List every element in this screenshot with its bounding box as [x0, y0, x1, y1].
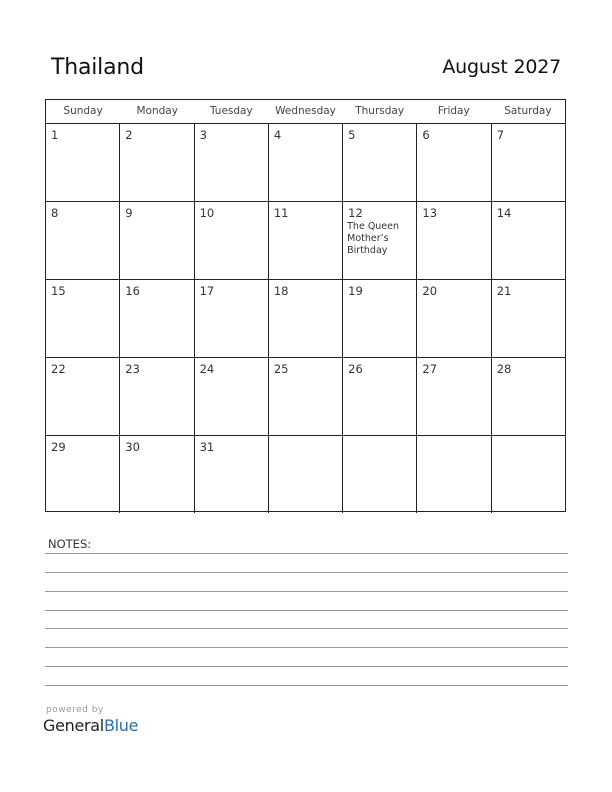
- week-row: [46, 279, 565, 357]
- day-number: 9: [125, 206, 133, 220]
- weekday-header-row: [46, 100, 565, 124]
- country-title: Thailand: [51, 55, 144, 80]
- day-number: 4: [273, 128, 282, 142]
- week-row: [46, 124, 565, 202]
- day-cell: [268, 124, 342, 202]
- day-cell: [119, 202, 193, 279]
- weekday-saturday: Saturday: [504, 105, 552, 117]
- day-number: 12: [348, 206, 363, 220]
- notes-label: NOTES:: [48, 537, 92, 551]
- day-cell: [491, 436, 565, 513]
- calendar-grid: [45, 99, 566, 512]
- day-cell: [194, 202, 268, 279]
- day-number: 28: [496, 362, 512, 376]
- day-number: 18: [273, 284, 289, 298]
- weekday-monday: Monday: [136, 105, 178, 117]
- holiday-label: The Queen Mother’s Birthday: [347, 221, 400, 256]
- powered-by-text: powered by: [46, 705, 104, 715]
- note-line: [45, 647, 568, 648]
- day-cell: [416, 358, 490, 435]
- day-cell: [416, 280, 490, 357]
- day-cell: [342, 202, 416, 279]
- day-cell: [268, 436, 342, 513]
- brand-logo: [43, 716, 138, 735]
- day-cell: [342, 280, 416, 357]
- day-number: 19: [348, 284, 363, 298]
- day-cell: [491, 358, 565, 435]
- day-number: 23: [125, 362, 140, 376]
- day-cell: [194, 280, 268, 357]
- note-line: [45, 685, 568, 686]
- day-number: 24: [199, 362, 215, 376]
- day-cell: [416, 436, 490, 513]
- day-cell: [342, 124, 416, 202]
- day-number: 15: [51, 284, 66, 298]
- week-row: [46, 435, 565, 513]
- day-number: 5: [348, 128, 356, 142]
- day-cell: [342, 436, 416, 513]
- day-number: 17: [199, 284, 215, 298]
- day-number: 13: [422, 206, 438, 220]
- day-cell: [46, 358, 119, 435]
- day-number: 26: [348, 362, 363, 376]
- day-number: 10: [199, 206, 215, 220]
- note-line: [45, 553, 568, 554]
- note-line: [45, 572, 568, 573]
- day-number: 21: [496, 284, 512, 298]
- day-cell: [268, 358, 342, 435]
- day-cell: [416, 124, 490, 202]
- brand-part-blue: Blue: [103, 716, 139, 735]
- day-number: 31: [199, 440, 215, 454]
- weekday-thursday: Thursday: [355, 105, 405, 117]
- note-line: [45, 666, 568, 667]
- day-cell: [119, 436, 193, 513]
- day-cell: [119, 358, 193, 435]
- note-line: [45, 591, 568, 592]
- day-cell: [119, 280, 193, 357]
- week-row: [46, 201, 565, 279]
- day-cell: [491, 124, 565, 202]
- day-number: 7: [496, 128, 505, 142]
- day-number: 20: [422, 284, 438, 298]
- day-cell: [194, 124, 268, 202]
- weekday-wednesday: Wednesday: [275, 105, 336, 117]
- day-cell: [491, 280, 565, 357]
- day-number: 30: [125, 440, 140, 454]
- day-number: 27: [422, 362, 438, 376]
- month-title: August 2027: [442, 56, 561, 78]
- day-cell: [416, 202, 490, 279]
- weekday-sunday: Sunday: [63, 105, 103, 117]
- day-cell: [46, 202, 119, 279]
- day-number: 2: [125, 128, 133, 142]
- day-number: 1: [51, 128, 59, 142]
- day-number: 29: [51, 440, 66, 454]
- week-row: [46, 357, 565, 435]
- day-cell: [491, 202, 565, 279]
- weekday-friday: Friday: [437, 105, 470, 117]
- day-number: 16: [125, 284, 140, 298]
- day-cell: [194, 358, 268, 435]
- note-line: [45, 628, 568, 629]
- day-cell: [194, 436, 268, 513]
- day-cell: [119, 124, 193, 202]
- day-cell: [268, 280, 342, 357]
- day-cell: [342, 358, 416, 435]
- day-cell: [46, 436, 119, 513]
- day-number: 6: [422, 128, 430, 142]
- brand-part-general: General: [43, 716, 104, 735]
- day-number: 25: [273, 362, 289, 376]
- day-cell: [268, 202, 342, 279]
- weekday-tuesday: Tuesday: [209, 105, 253, 117]
- day-cell: [46, 124, 119, 202]
- day-number: 22: [51, 362, 66, 376]
- day-number: 11: [273, 206, 289, 220]
- note-line: [45, 610, 568, 611]
- day-number: 14: [496, 206, 512, 220]
- day-number: 8: [51, 206, 59, 220]
- day-cell: [46, 280, 119, 357]
- day-number: 3: [199, 128, 207, 142]
